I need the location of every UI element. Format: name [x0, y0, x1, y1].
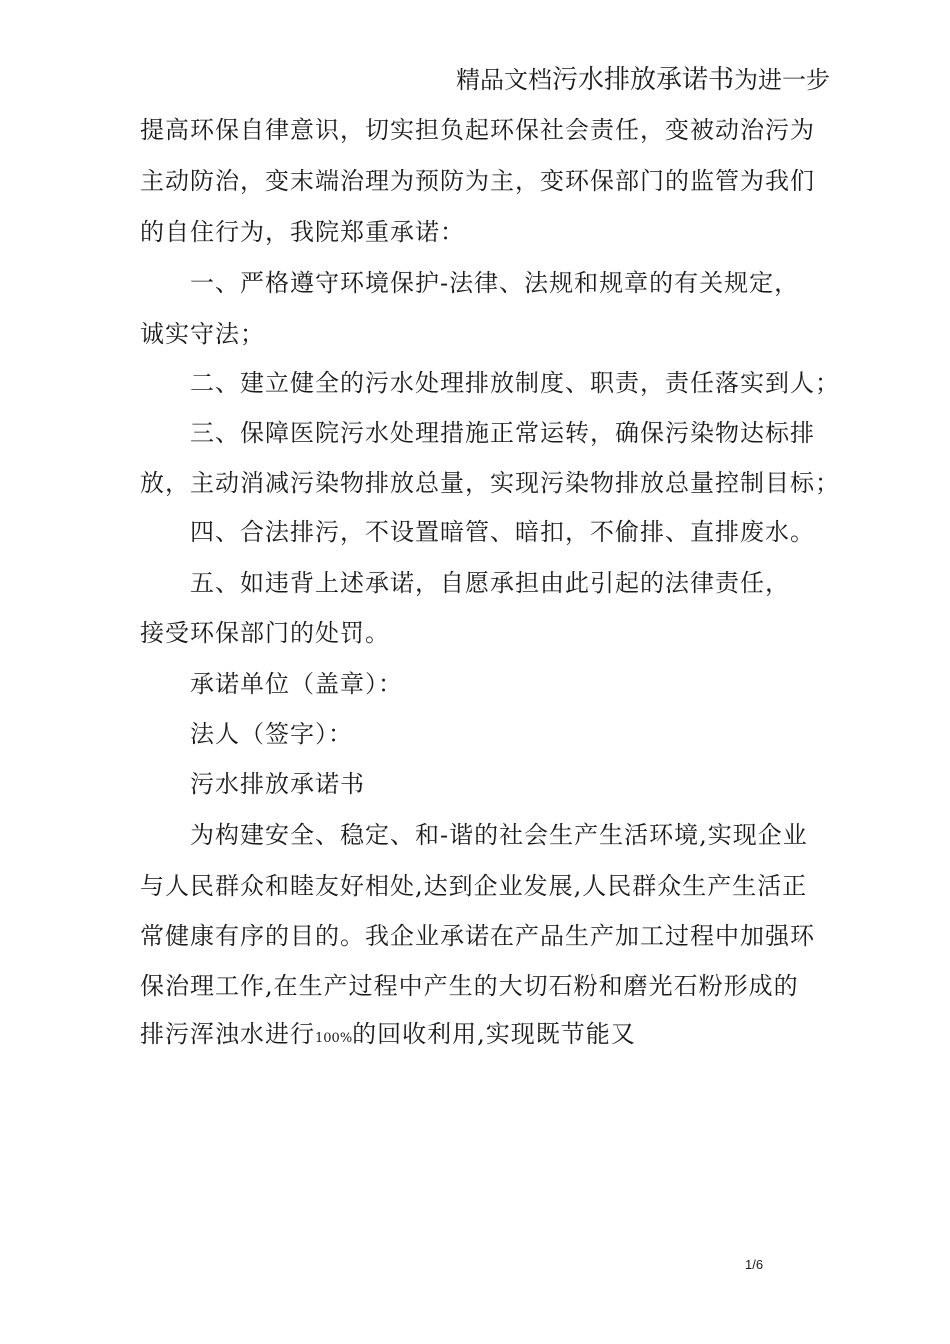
signature-line: 法人（签字）： [190, 720, 353, 748]
commitment-item-5: 五、如违背上述承诺，自愿承担由此引起的法律责任， [190, 569, 790, 597]
body-line: 的自住行为，我院郑重承诺： [140, 218, 465, 246]
header-line [140, 60, 830, 100]
header-suffix: 为进一步 [734, 66, 830, 94]
percent-value: 100% [315, 1031, 353, 1046]
page-number: 1/6 [745, 1257, 764, 1272]
body-line: 主动防治，变末端治理为预防为主，变环保部门的监管为我们 [140, 167, 815, 195]
commitment-item-4: 四、合法排污，不设置暗管、暗扣，不偷排、直排废水。 [190, 518, 815, 546]
body-line: 诚实守法； [140, 320, 265, 348]
body-line: 与人民群众和睦友好相处,达到企业发展,人民群众生产生活正 [140, 872, 808, 900]
seal-line: 承诺单位（盖章）： [190, 670, 403, 698]
body-line: 为构建安全、稳定、和-谐的社会生产生活环境,实现企业 [190, 821, 808, 849]
document-title: 污水排放承诺书 [551, 65, 734, 95]
body-line: 保治理工作,在生产过程中产生的大切石粉和磨光石粉形成的 [140, 972, 799, 1000]
last-line-before: 排污浑浊水进行 [140, 1020, 315, 1048]
body-line: 常健康有序的目的。我企业承诺在产品生产加工过程中加强环 [140, 922, 815, 950]
commitment-item-2: 二、建立健全的污水处理排放制度、职责，责任落实到人； [190, 369, 840, 397]
body-line: 提高环保自律意识，切实担负起环保社会责任，变被动治污为 [140, 116, 815, 144]
header-prefix: 精品文档 [455, 66, 552, 94]
last-line-after: 的回收利用,实现既节能又 [352, 1020, 636, 1048]
section-title: 污水排放承诺书 [190, 770, 365, 798]
body-line: 放，主动消减污染物排放总量，实现污染物排放总量控制目标； [140, 469, 840, 497]
body-line-last [140, 1014, 840, 1059]
commitment-item-1: 一、严格遵守环境保护-法律、法规和规章的有关规定， [190, 269, 800, 297]
body-line: 接受环保部门的处罚。 [140, 619, 390, 647]
commitment-item-3: 三、保障医院污水处理措施正常运转，确保污染物达标排 [190, 419, 815, 447]
